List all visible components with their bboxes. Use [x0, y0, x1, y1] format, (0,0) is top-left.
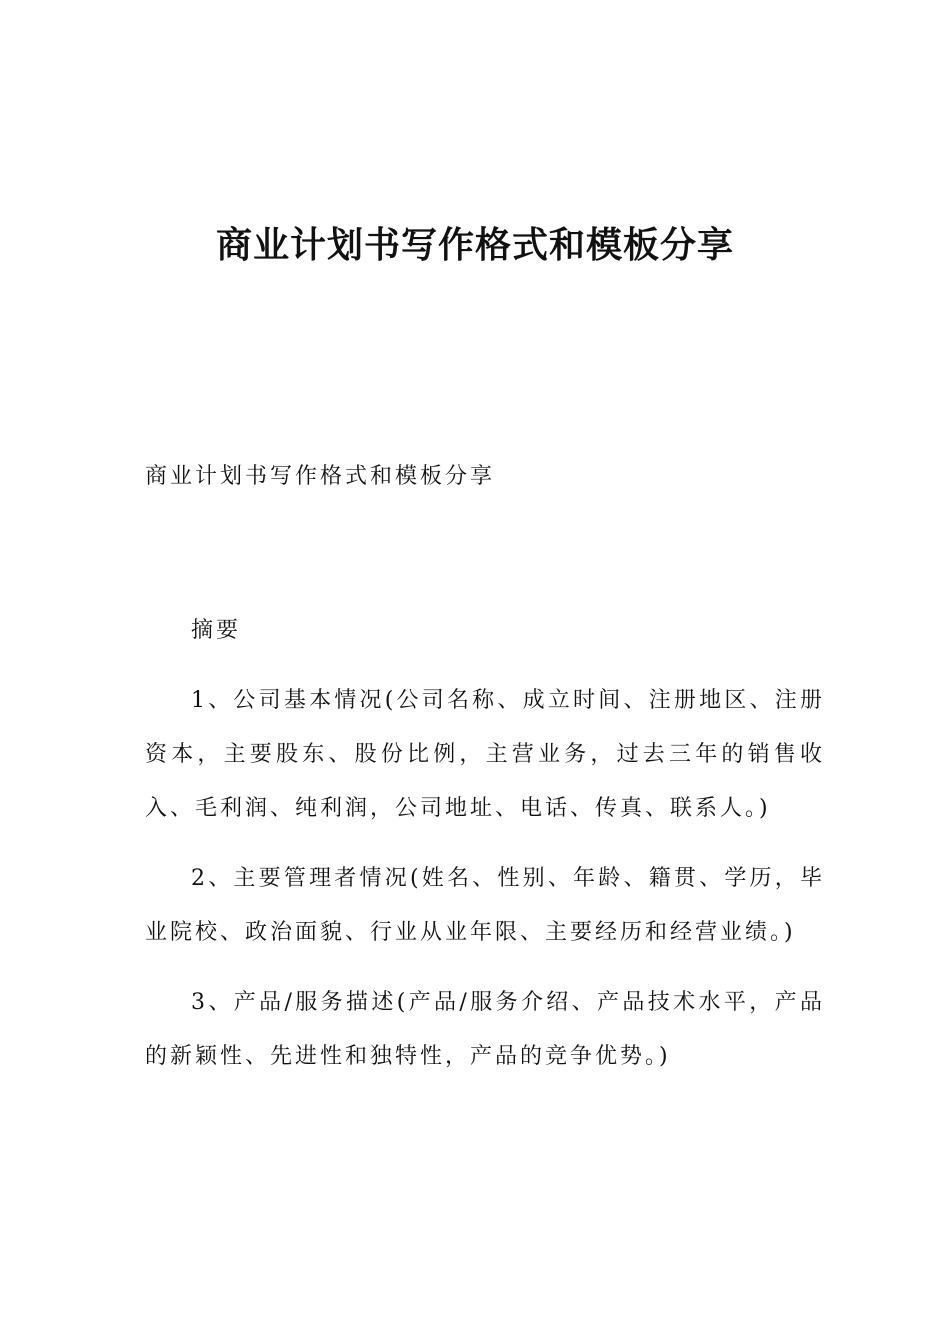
paragraph-product-description: 3、产品/服务描述(产品/服务介绍、产品技术水平，产品的新颖性、先进性和独特性，产品的竞争优势。) [145, 990, 825, 1069]
paragraph-management-info: 2、主要管理者情况(姓名、性别、年龄、籍贯、学历，毕业院校、政治面貌、行业从业年限、主要经历和经营业绩。) [145, 866, 825, 945]
section-heading-summary: 摘要 [191, 618, 242, 643]
document-body [145, 450, 825, 1100]
document-title: 商业计划书写作格式和模板分享 [215, 225, 734, 266]
document-subtitle: 商业计划书写作格式和模板分享 [145, 464, 496, 489]
paragraph-company-info: 1、公司基本情况(公司名称、成立时间、注册地区、注册资本，主要股东、股份比例，主营业务，过去三年的销售收入、毛利润、纯利润，公司地址、电话、传真、联系人。) [145, 688, 825, 821]
